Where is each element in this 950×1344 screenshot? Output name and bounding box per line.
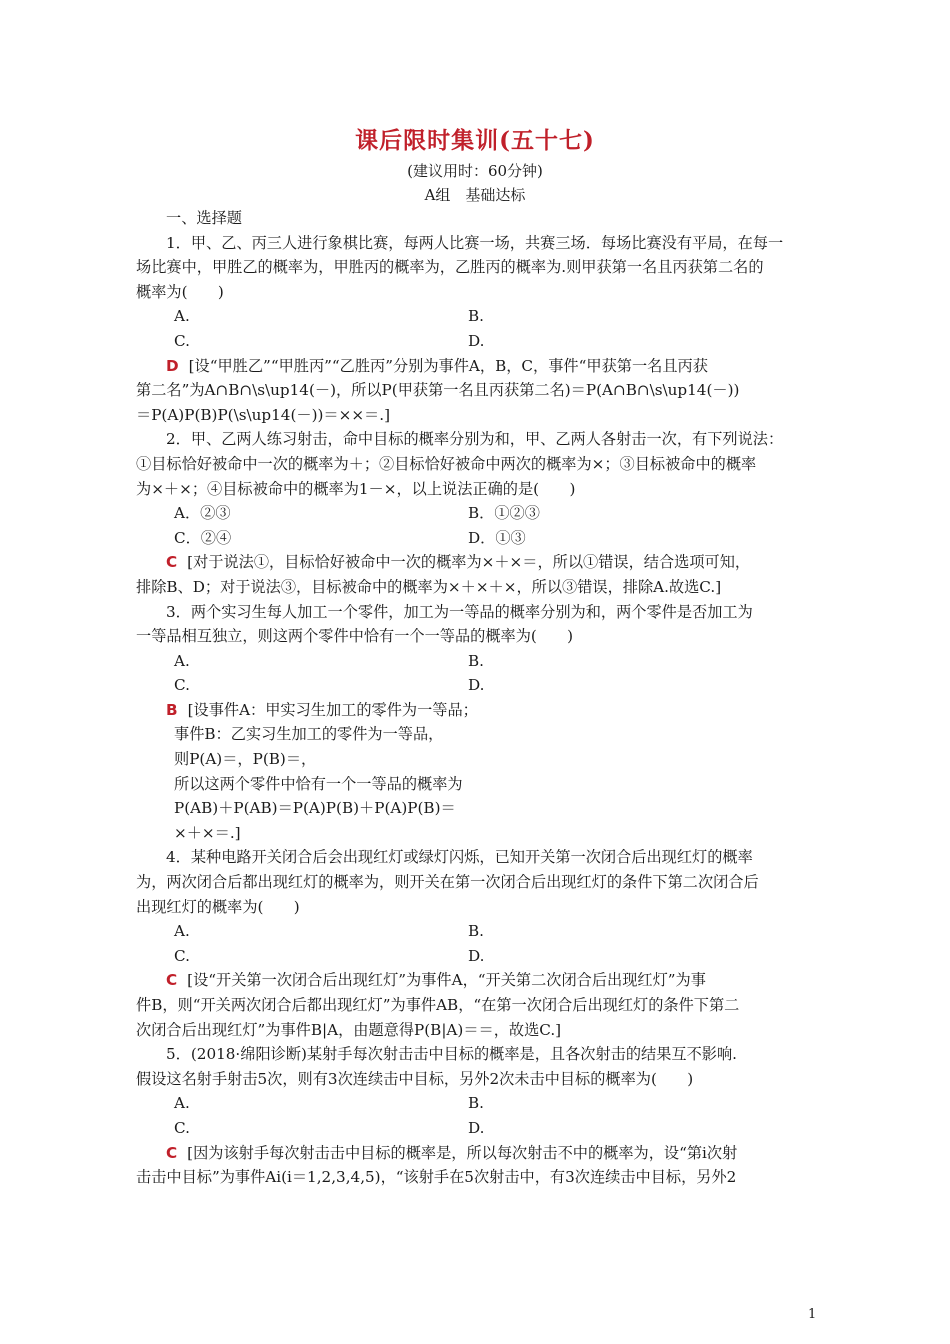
time-suggestion: (建议用时：60分钟): [407, 162, 543, 180]
q3-option-c: C.: [174, 676, 190, 695]
q4-solution-line-1: [136, 968, 818, 993]
section-heading: 一、选择题: [166, 209, 242, 227]
q5-solution-text-1: [因为该射手每次射击击中目标的概率是，所以每次射击不中的概率为，设“第i次射: [187, 1143, 738, 1162]
q3-option-d: D.: [468, 676, 485, 695]
q1-option-a: A.: [174, 307, 190, 326]
q4-answer-letter: C: [166, 971, 178, 990]
q3-options-row-2: [136, 673, 818, 698]
q5-answer-letter: C: [166, 1143, 178, 1162]
q4-option-a: A.: [174, 922, 190, 941]
q3-solution-line-5: P(AB)＋P(AB)＝P(A)P(B)＋P(A)P(B)＝: [174, 799, 456, 818]
page-title: 课后限时集训(五十七): [355, 127, 595, 154]
q4-solution-line-3: 次闭合后出现红灯”为事件B|A，由题意得P(B|A)＝＝，故选C.]: [136, 1020, 562, 1039]
q5-option-c: C.: [174, 1118, 190, 1137]
q4-line-3: 出现红灯的概率为( ): [136, 897, 300, 916]
q2-options-row-1: [136, 501, 818, 526]
q3-line-1: 3．两个实习生每人加工一个零件，加工为一等品的概率分别为和，两个零件是否加工为: [166, 602, 753, 621]
q5-option-a: A.: [174, 1094, 190, 1113]
q2-options-row-2: [136, 526, 818, 551]
q3-solution-line-1: [136, 698, 818, 723]
q4-options-row-2: [136, 944, 818, 969]
q3-line-2: 一等品相互独立，则这两个零件中恰有一个一等品的概率为( ): [136, 627, 574, 646]
page-number: 1: [808, 1307, 817, 1322]
q1-line-3: 概率为( ): [136, 282, 224, 301]
q2-line-1: 2．甲、乙两人练习射击，命中目标的概率分别为和，甲、乙两人各射击一次，有下列说法：: [166, 430, 784, 449]
q3-option-b: B.: [468, 651, 484, 670]
q1-options-row-2: [136, 329, 818, 354]
q1-solution-line-1: [136, 354, 818, 379]
group-heading: A组 基础达标: [424, 186, 526, 204]
q1-solution-text-1: [设“甲胜乙”“甲胜丙”“乙胜丙”分别为事件A，B，C，事件“甲获第一名且丙获: [188, 356, 708, 375]
q2-option-d: D．①③: [468, 528, 526, 547]
q4-solution-line-2: 件B，则“开关两次闭合后都出现红灯”为事件AB，“在第一次闭合后出现红灯的条件下第二: [136, 996, 740, 1014]
content-body: [136, 206, 818, 1190]
q2-option-b: B．①②③: [468, 504, 540, 523]
q3-options-row-1: [136, 649, 818, 674]
q2-line-2: ①目标恰好被命中一次的概率为＋；②目标恰好被命中两次的概率为×；③目标被命中的概率: [136, 454, 757, 473]
q1-line-2: 场比赛中，甲胜乙的概率为，甲胜丙的概率为，乙胜丙的概率为.则甲获第一名且丙获第二名的: [136, 258, 764, 277]
q5-line-2: 假设这名射手射击5次，则有3次连续击中目标，另外2次未击中目标的概率为( ): [136, 1069, 694, 1088]
q2-solution-line-2: 排除B、D；对于说法③，目标被命中的概率为×＋×＋×，所以③错误，排除A.故选C.]: [136, 577, 722, 596]
q2-line-3: 为×＋×；④目标被命中的概率为1－×，以上说法正确的是( ): [136, 479, 576, 498]
q3-answer-letter: B: [166, 700, 178, 719]
q5-options-row-1: [136, 1091, 818, 1116]
q2-answer-letter: C: [166, 553, 178, 572]
q1-answer-letter: D: [166, 356, 179, 375]
q3-solution-text-1: [设事件A：甲实习生加工的零件为一等品；: [187, 700, 478, 719]
q4-line-1: 4．某种电路开关闭合后会出现红灯或绿灯闪烁，已知开关第一次闭合后出现红灯的概率: [166, 848, 753, 867]
q4-solution-text-1: [设“开关第一次闭合后出现红灯”为事件A，“开关第二次闭合后出现红灯”为事: [187, 971, 706, 990]
q3-solution-line-6: ×＋×＝.]: [174, 823, 241, 842]
q5-line-1: 5．(2018·绵阳诊断)某射手每次射击击中目标的概率是，且各次射击的结果互不影响.: [166, 1045, 738, 1064]
q2-option-c: C．②④: [174, 528, 232, 547]
q3-solution-line-2: 事件B：乙实习生加工的零件为一等品，: [174, 725, 444, 744]
q5-solution-line-2: 击击中目标”为事件Ai(i＝1,2,3,4,5)，“该射手在5次射击中，有3次连续击中目标，另外2: [136, 1168, 737, 1187]
q2-option-a: A．②③: [174, 504, 231, 523]
q1-option-d: D.: [468, 331, 485, 350]
q3-option-a: A.: [174, 651, 190, 670]
q1-option-c: C.: [174, 331, 190, 350]
q2-solution-line-1: [136, 550, 818, 575]
q5-solution-line-1: [136, 1141, 818, 1166]
q1-line-1: 1．甲、乙、丙三人进行象棋比赛，每两人比赛一场，共赛三场．每场比赛没有平局，在每一: [166, 233, 784, 252]
q3-solution-line-3: 则P(A)＝，P(B)＝，: [174, 750, 317, 769]
q2-solution-text-1: [对于说法①，目标恰好被命中一次的概率为×＋×＝，所以①错误，结合选项可知，: [187, 553, 751, 572]
q4-option-c: C.: [174, 946, 190, 965]
q4-line-2: 为，两次闭合后都出现红灯的概率为，则开关在第一次闭合后出现红灯的条件下第二次闭合后: [136, 873, 759, 892]
q1-options-row-1: [136, 304, 818, 329]
q4-option-d: D.: [468, 946, 485, 965]
q3-solution-line-4: 所以这两个零件中恰有一个一等品的概率为: [174, 774, 463, 793]
q1-solution-line-3: ＝P(A)P(B)P(\s\up14(－))＝××＝.]: [136, 405, 390, 424]
q5-options-row-2: [136, 1116, 818, 1141]
q4-options-row-1: [136, 919, 818, 944]
q1-option-b: B.: [468, 307, 484, 326]
q5-option-b: B.: [468, 1094, 484, 1113]
q5-option-d: D.: [468, 1118, 485, 1137]
q4-option-b: B.: [468, 922, 484, 941]
q1-solution-line-2: 第二名”为A∩B∩\s\up14(－)，所以P(甲获第一名且丙获第二名)＝P(A∩B∩\s\up14(－)): [136, 381, 740, 400]
